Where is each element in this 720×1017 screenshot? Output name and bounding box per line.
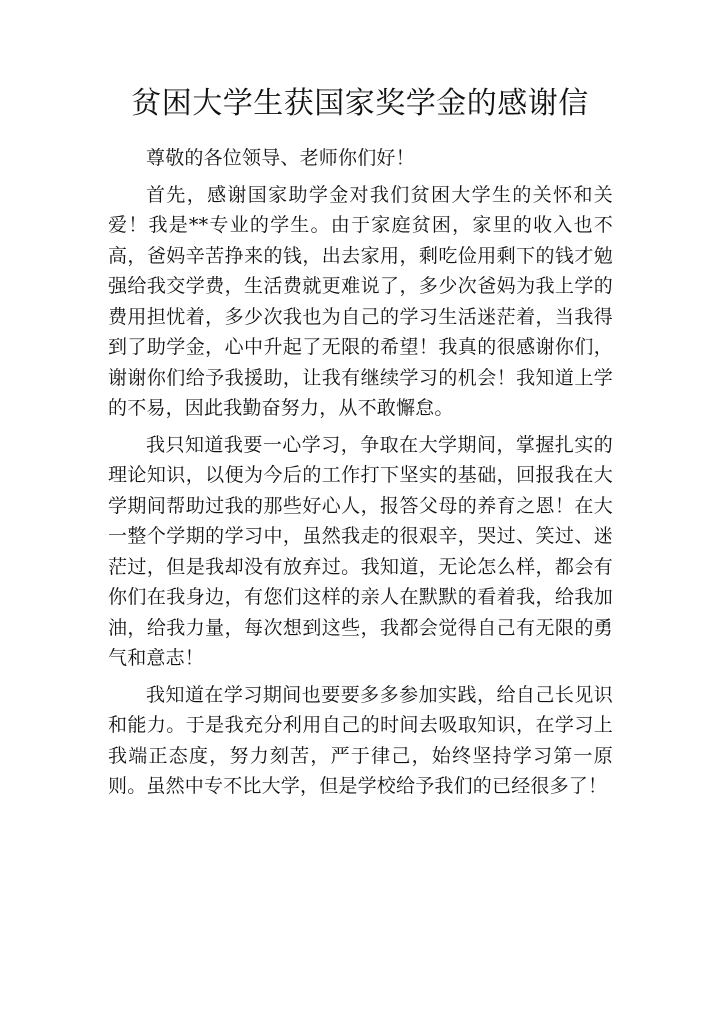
letter-body — [108, 143, 613, 802]
letter-greeting: 尊敬的各位领导、老师你们好！ — [146, 147, 415, 169]
paragraph-3: 我知道在学习期间也要要多多参加实践，给自己长见识和能力。于是我充分利用自己的时间去吸取知识，在学习上我端正态度，努力刻苦，严于律己，始终坚持学习第一原则。虽然中专不比大学，但是学校给予我们的已经很多了！ — [108, 683, 613, 797]
paragraph-1: 首先，感谢国家助学金对我们贫困大学生的关怀和关爱！我是**专业的学生。由于家庭贫困，家里的收入也不高，爸妈辛苦挣来的钱，出去家用，剩吃俭用剩下的钱才勉强给我交学费，生活费就更难说了，多少次爸妈为我上学的费用担忧着，多少次我也为自己的学习生活迷茫着，当我得到了助学金，心中升起了无限的希望！我真的很感谢你们，谢谢你们给予我援助，让我有继续学习的机会！我知道上学的不易，因此我勤奋努力，从不敢懈怠。 — [108, 183, 613, 419]
paragraph-2: 我只知道我要一心学习，争取在大学期间，掌握扎实的理论知识，以便为今后的工作打下坚实的基础，回报我在大学期间帮助过我的那些好心人，报答父母的养育之恩！在大一整个学期的学习中，虽然我走的很艰辛，哭过、笑过、迷茫过，但是我却没有放弃过。我知道，无论怎么样，都会有你们在我身边，有您们这样的亲人在默默的看着我，给我加油，给我力量，每次想到这些，我都会觉得自己有无限的勇气和意志！ — [108, 433, 613, 669]
document-title: 贫困大学生获国家奖学金的感谢信 — [131, 86, 589, 121]
